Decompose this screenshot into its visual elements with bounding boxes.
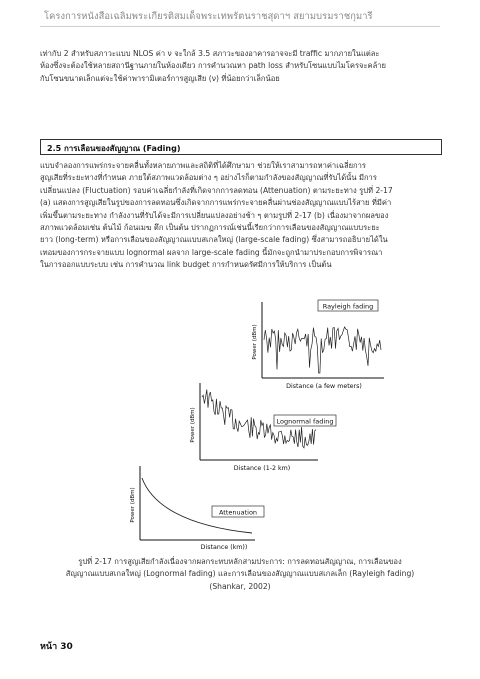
body-line: เปลี่ยนแปลง (Fluctuation) รอบค่าเฉลี่ยกำลังที่เกิดจากการลดทอน (Attenuation) ตามระยะทาง รูปที่ 2-17 bbox=[40, 185, 393, 195]
lognormal-legend: Lognormal fading bbox=[276, 417, 334, 426]
attenuation-ylabel: Power (dBm) bbox=[130, 487, 136, 523]
caption-line: สัญญาณแบบสเกลใหญ่ (Lognormal fading) และการเลือนของสัญญาณแบบสเกลเล็ก (Rayleigh fading) bbox=[65, 569, 415, 579]
body-line: แบบจำลองการแพร่กระจายคลื่นทั้งหลายภาพและสถิติที่ได้ศึกษามา ช่วยให้เราสามารถหาค่าเฉลี่ยการ bbox=[40, 161, 367, 170]
attenuation-curve bbox=[142, 478, 252, 533]
attenuation-legend: Attenuation bbox=[218, 508, 258, 517]
lognormal-panel bbox=[190, 383, 336, 472]
body-line: ยาว (long-term) หรือการเลือนของสัญญาณแบบสเกลใหญ่ (large-scale fading) ซึ่งสามารถอธิบายได้ใน bbox=[40, 235, 388, 245]
caption-line: รูปที่ 2-17 การสูญเสียกำลังเนื่องจากผลกระทบหลักสามประการ: การลดทอนสัญญาณ, การเลือนของ bbox=[78, 557, 402, 566]
body-line: เทอมของการกระจายแบบ lognormal ผลจาก large-scale fading นี้มักจะถูกนำมาประกอบการพิจารณา bbox=[40, 247, 383, 257]
rayleigh-ylabel: Power (dBm) bbox=[252, 324, 258, 360]
intro-line: ห้องซึ่งจะต้องใช้หลายสถานีฐานภายในห้องเดียว การคำนวณหา path loss สำหรับโซนแบบไมโครจะคล้าย bbox=[40, 61, 387, 71]
running-title: โครงการหนังสือเฉลิมพระเกียรติสมเด็จพระเทพรัตนราชสุดาฯ สยามบรมราชกุมารี bbox=[44, 11, 373, 22]
attenuation-panel bbox=[130, 466, 264, 551]
body-line: สภาพแวดล้อมเช่น ต้นไม้ ก้อนเมฆ ตึก เป็นต้น ปรากฏการณ์เช่นนี้เรียกว่าการเลือนของสัญญาณแบบระยะ bbox=[40, 223, 380, 233]
rayleigh-trace bbox=[264, 327, 381, 373]
rayleigh-panel bbox=[252, 300, 384, 390]
body-line: เพิ่มขึ้นตามระยะทาง กำลังงานที่รับได้จะมีการเปลี่ยนแปลงอย่างช้า ๆ ตามรูปที่ 2-17 (b) เนื่องมาจากผลของ bbox=[40, 210, 389, 220]
section-heading: 2.5 การเลือนของสัญญาณ (Fading) bbox=[47, 144, 181, 153]
caption-line: (Shankar, 2002) bbox=[209, 581, 271, 591]
body-line: (a) แสดงการสูญเสียในรูปของการลดทอนซึ่งเกิดจากการแพร่กระจายคลื่นผ่านช่องสัญญาณแบบไร้สาย ที่มีค่า bbox=[40, 198, 392, 208]
intro-line: กับโซนขนาดเล็กแต่จะใช้ค่าพารามิเตอร์การสูญเสีย (ν) ที่น้อยกว่าเล็กน้อย bbox=[40, 73, 280, 83]
lognormal-xlabel: Distance (1-2 km) bbox=[233, 465, 291, 472]
body-line: ในการออกแบบระบบ เช่น การคำนวณ link budget การกำหนดรัศมีการให้บริการ เป็นต้น bbox=[40, 260, 332, 270]
rayleigh-legend: Rayleigh fading bbox=[322, 302, 374, 311]
page-number: หน้า 30 bbox=[40, 642, 73, 652]
rayleigh-xlabel: Distance (a few meters) bbox=[286, 383, 362, 390]
body-line: สูญเสียที่ระยะทางที่กำหนด ภายใต้สภาพแวดล้อมต่าง ๆ อย่างไรก็ตามกำลังของสัญญาณที่รับได้นั้น มีการ bbox=[40, 173, 377, 183]
intro-line: เท่ากับ 2 สำหรับสภาวะแบบ NLOS ค่า ν จะใกล้ 3.5 สภาวะของอาคารอาจจะมี traffic มากภายในแต่ละ bbox=[40, 49, 380, 58]
attenuation-xlabel: Distance (km)) bbox=[200, 544, 248, 551]
figure-caption bbox=[40, 556, 440, 593]
lognormal-ylabel: Power (dBm) bbox=[190, 407, 196, 443]
